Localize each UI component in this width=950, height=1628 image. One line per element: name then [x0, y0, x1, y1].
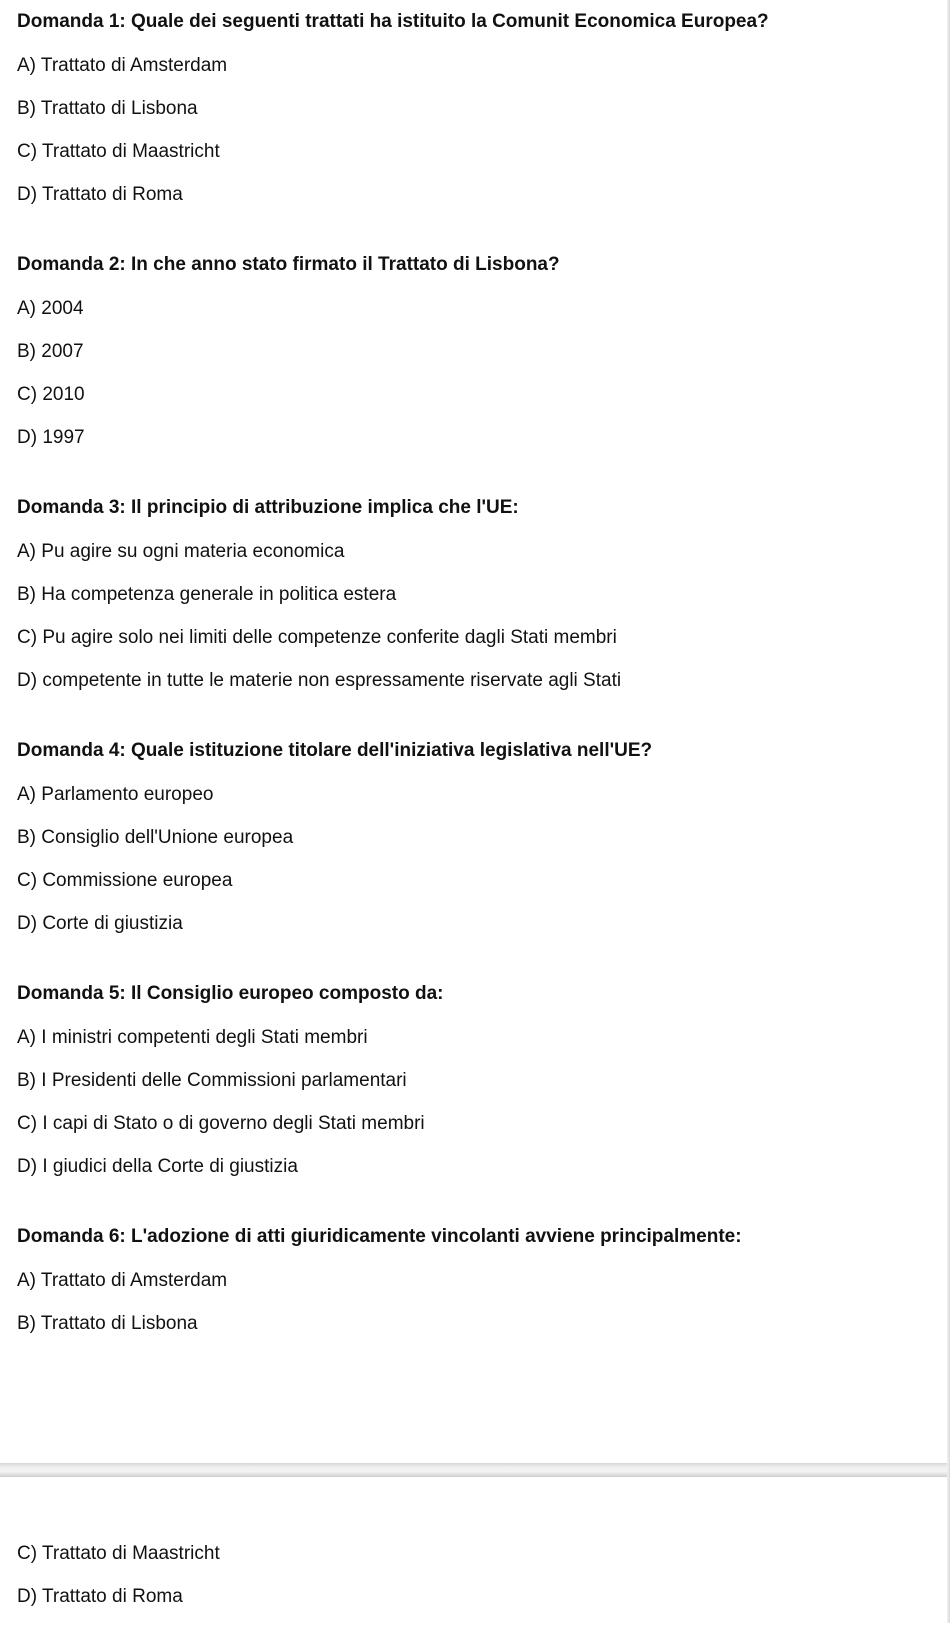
question-3 — [17, 496, 917, 712]
answer-option-c: C) I capi di Stato o di governo degli Stati membri — [17, 1113, 425, 1134]
answer-option-d: D) I giudici della Corte di giustizia — [17, 1156, 298, 1177]
answer-option-a: A) Pu agire su ogni materia economica — [17, 541, 345, 562]
question-2 — [17, 253, 917, 469]
answer-option-c: C) Pu agire solo nei limiti delle competenze conferite dagli Stati membri — [17, 627, 617, 648]
question-1 — [17, 10, 917, 226]
page-break-band — [0, 1463, 947, 1477]
answer-option-a: A) I ministri competenti degli Stati membri — [17, 1027, 368, 1048]
question-title: Domanda 1: Quale dei seguenti trattati ha istituito la Comunit Economica Europea? — [17, 11, 769, 32]
question-title: Domanda 2: In che anno stato firmato il Trattato di Lisbona? — [17, 254, 560, 275]
question-6-continued — [17, 1542, 220, 1628]
question-title: Domanda 4: Quale istituzione titolare dell'iniziativa legislativa nell'UE? — [17, 740, 653, 761]
answer-option-a: A) 2004 — [17, 298, 84, 319]
answer-option-a: A) Parlamento europeo — [17, 784, 214, 805]
answer-option-d: D) Trattato di Roma — [17, 1586, 183, 1607]
answer-option-d: D) competente in tutte le materie non espressamente riservate agli Stati — [17, 670, 622, 691]
answer-option-b: B) Trattato di Lisbona — [17, 1313, 198, 1334]
answer-option-b: B) Consiglio dell'Unione europea — [17, 827, 294, 848]
question-4 — [17, 739, 917, 955]
answer-option-c: C) Trattato di Maastricht — [17, 1543, 220, 1564]
question-title: Domanda 6: L'adozione di atti giuridicamente vincolanti avviene principalmente: — [17, 1226, 742, 1247]
answer-option-d: D) Trattato di Roma — [17, 184, 183, 205]
question-6 — [17, 1225, 917, 1355]
answer-option-b: B) 2007 — [17, 341, 84, 362]
answer-option-a: A) Trattato di Amsterdam — [17, 1270, 228, 1291]
question-title: Domanda 5: Il Consiglio europeo composto da: — [17, 983, 444, 1004]
answer-option-a: A) Trattato di Amsterdam — [17, 55, 228, 76]
question-title: Domanda 3: Il principio di attribuzione implica che l'UE: — [17, 497, 519, 518]
answer-option-b: B) I Presidenti delle Commissioni parlamentari — [17, 1070, 407, 1091]
answer-option-c: C) Trattato di Maastricht — [17, 141, 220, 162]
answer-option-c: C) 2010 — [17, 384, 85, 405]
page-break-divider — [0, 1458, 947, 1482]
answer-option-d: D) 1997 — [17, 427, 85, 448]
answer-option-d: D) Corte di giustizia — [17, 913, 183, 934]
question-5 — [17, 982, 917, 1198]
answer-option-c: C) Commissione europea — [17, 870, 233, 891]
answer-option-b: B) Trattato di Lisbona — [17, 98, 198, 119]
answer-option-b: B) Ha competenza generale in politica estera — [17, 584, 397, 605]
